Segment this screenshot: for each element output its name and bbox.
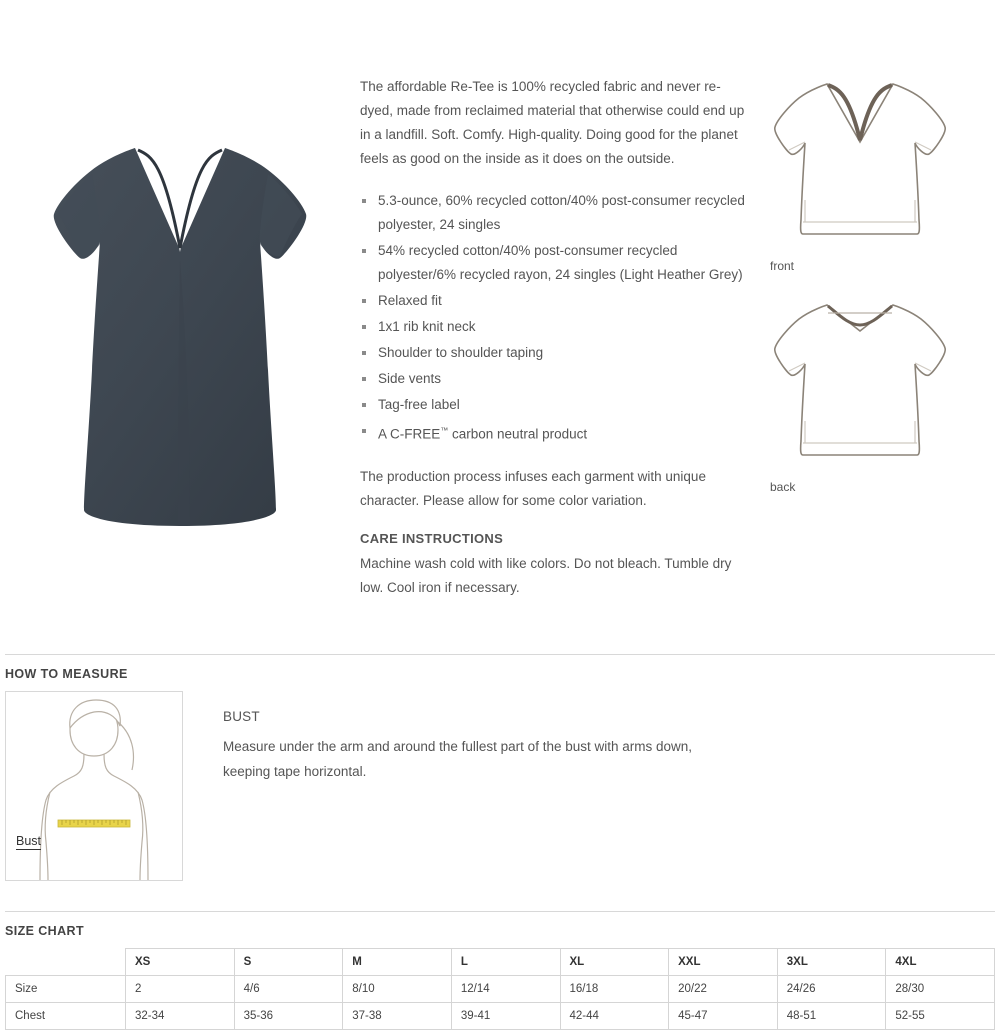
cfree-prefix: A C-FREE xyxy=(378,426,441,442)
cell-chest-s: 35-36 xyxy=(234,1002,343,1029)
column-header-xxl: XXL xyxy=(669,948,778,975)
list-item: Tag-free label xyxy=(360,393,745,417)
cell-size-l: 12/14 xyxy=(451,975,560,1002)
column-header-xl: XL xyxy=(560,948,669,975)
list-item: 54% recycled cotton/40% post-consumer recycled polyester/6% recycled rayon, 24 singles (Light Heather Grey) xyxy=(360,239,745,287)
product-description-column xyxy=(360,55,745,618)
back-view-block xyxy=(765,291,1000,494)
how-to-measure-section xyxy=(0,654,1000,881)
tshirt-front-line-drawing-icon xyxy=(765,70,955,250)
measure-text-block xyxy=(183,691,703,881)
column-header-3xl: 3XL xyxy=(777,948,886,975)
size-chart-section xyxy=(0,911,1000,1030)
product-photo-column xyxy=(0,55,360,618)
measure-title: BUST xyxy=(223,708,260,724)
cell-chest-3xl: 48-51 xyxy=(777,1002,886,1029)
product-photo-womens-vneck-tee xyxy=(40,130,320,550)
cell-size-3xl: 24/26 xyxy=(777,975,886,1002)
list-item: 5.3-ounce, 60% recycled cotton/40% post-consumer recycled polyester, 24 singles xyxy=(360,189,745,237)
trademark-symbol: ™ xyxy=(440,426,449,435)
bust-measurement-diagram-icon xyxy=(6,692,182,880)
column-header-m: M xyxy=(343,948,452,975)
tshirt-back-line-drawing-icon xyxy=(765,291,955,471)
column-header-blank xyxy=(6,948,126,975)
cell-size-xxl: 20/22 xyxy=(669,975,778,1002)
cell-size-m: 8/10 xyxy=(343,975,452,1002)
cell-size-xl: 16/18 xyxy=(560,975,669,1002)
list-item-carbon-neutral xyxy=(360,419,745,447)
table-row xyxy=(6,1002,995,1029)
garment-views-column xyxy=(745,55,1000,618)
column-header-s: S xyxy=(234,948,343,975)
row-label-size: Size xyxy=(6,975,126,1002)
list-item: 1x1 rib knit neck xyxy=(360,315,745,339)
list-item: Side vents xyxy=(360,367,745,391)
list-item: Shoulder to shoulder taping xyxy=(360,341,745,365)
cell-size-s: 4/6 xyxy=(234,975,343,1002)
size-chart-heading: SIZE CHART xyxy=(5,923,84,938)
cell-chest-xl: 42-44 xyxy=(560,1002,669,1029)
cfree-suffix: carbon neutral product xyxy=(448,426,588,442)
product-description: The affordable Re-Tee is 100% recycled fabric and never re-dyed, made from reclaimed material that otherwise could end up in a landfill. Soft. Comfy. High-quality. Doing good for the planet feels as good on the inside as it does on the outside. xyxy=(360,79,745,166)
row-label-chest: Chest xyxy=(6,1002,126,1029)
table-row xyxy=(6,975,995,1002)
size-chart-table xyxy=(5,948,995,1030)
list-item: Relaxed fit xyxy=(360,289,745,313)
measure-figure-box xyxy=(5,691,183,881)
care-instructions-text: Machine wash cold with like colors. Do not bleach. Tumble dry low. Cool iron if necessary. xyxy=(360,555,732,595)
cell-chest-m: 37-38 xyxy=(343,1002,452,1029)
how-to-measure-heading: HOW TO MEASURE xyxy=(5,666,128,681)
back-view-label: back xyxy=(770,480,796,494)
how-to-measure-body xyxy=(0,691,1000,881)
cell-chest-xxl: 45-47 xyxy=(669,1002,778,1029)
cell-size-xs: 2 xyxy=(126,975,235,1002)
front-view-label: front xyxy=(770,259,795,273)
table-header-row xyxy=(6,948,995,975)
product-feature-list xyxy=(360,189,745,447)
bust-figure-label: Bust xyxy=(16,833,42,848)
front-view-block xyxy=(765,70,1000,273)
column-header-l: L xyxy=(451,948,560,975)
cell-chest-xs: 32-34 xyxy=(126,1002,235,1029)
column-header-4xl: 4XL xyxy=(886,948,995,975)
care-instructions-heading: CARE INSTRUCTIONS xyxy=(360,530,504,546)
measure-description: Measure under the arm and around the fullest part of the bust with arms down, keeping tape horizontal. xyxy=(223,738,693,779)
cell-chest-l: 39-41 xyxy=(451,1002,560,1029)
cell-size-4xl: 28/30 xyxy=(886,975,995,1002)
column-header-xs: XS xyxy=(126,948,235,975)
cell-chest-4xl: 52-55 xyxy=(886,1002,995,1029)
production-note: The production process infuses each garment with unique character. Please allow for some color variation. xyxy=(360,468,706,508)
size-chart-table-wrap xyxy=(0,948,1000,1030)
